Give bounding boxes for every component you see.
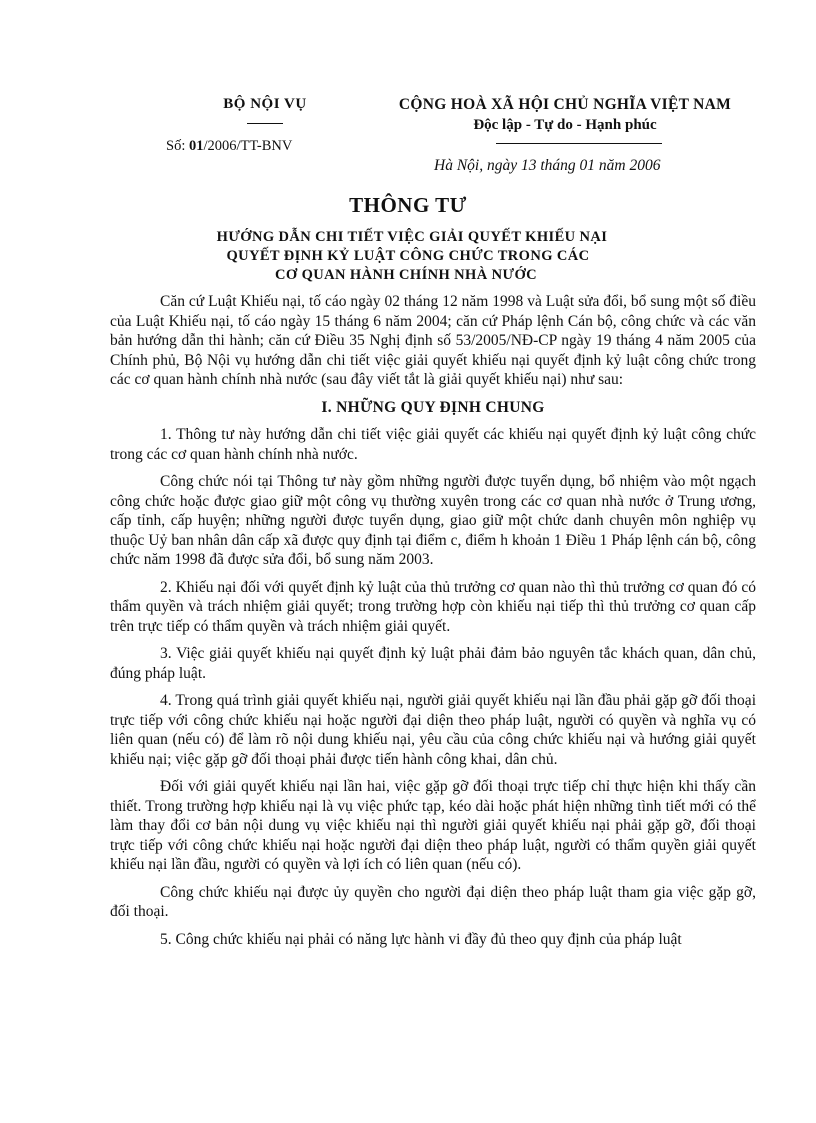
doc-number-bold: 01 (188, 138, 204, 154)
dateline: Hà Nội, ngày 13 tháng 01 năm 2006 (434, 157, 661, 174)
body-paragraph: Công chức khiếu nại được ủy quyền cho người đại diện theo pháp luật tham gia việc gặp gỡ, đối thoại. (110, 883, 756, 920)
national-heading-block (372, 96, 758, 144)
document-title: THÔNG TƯ (349, 193, 467, 217)
issuing-agency-block (150, 96, 350, 154)
country-name: CỘNG HOÀ XÃ HỘI CHỦ NGHĨA VIỆT NAM (398, 96, 732, 113)
document-subtitle-line-2: QUYẾT ĐỊNH KỶ LUẬT CÔNG CHỨC TRONG CÁC (226, 248, 590, 264)
document-subtitle-line-1: HƯỚNG DẪN CHI TIẾT VIỆC GIẢI QUYẾT KHIẾU NẠI (216, 229, 608, 245)
doc-number-suffix: /2006/TT-BNV (203, 138, 293, 154)
agency-underline (247, 123, 283, 124)
doc-number-prefix: Số: (166, 138, 189, 154)
issuing-agency: BỘ NỘI VỤ (223, 96, 307, 112)
section-heading: I. NHỮNG QUY ĐỊNH CHUNG (321, 398, 545, 416)
body-paragraph: Công chức nói tại Thông tư này gồm những người được tuyển dụng, bổ nhiệm vào một ngạch công chức hoặc được giao giữ một công vụ thường xuyên trong các cơ quan nhà nước ở Trung ương, cấp tỉnh, cấp huyện; những người được tuyển dụng, giao giữ một chức danh chuyên môn nghiệp vụ thuộc Uỷ ban nhân dân cấp xã được quy định tại điểm c, điểm h khoản 1 Điều 1 Pháp lệnh cán bộ, công chức năm 1998 đã được sửa đổi, bổ sung năm 2003. (110, 473, 756, 568)
body-paragraph: 5. Công chức khiếu nại phải có năng lực hành vi đầy đủ theo quy định của pháp luật (160, 930, 682, 948)
body-paragraph: 1. Thông tư này hướng dẫn chi tiết việc giải quyết các khiếu nại quyết định kỷ luật công chức trong các cơ quan hành chính nhà nước. (110, 426, 756, 463)
document-subtitle-line-3: CƠ QUAN HÀNH CHÍNH NHÀ NƯỚC (275, 267, 537, 283)
document-number (166, 138, 292, 155)
document-body (110, 292, 756, 957)
body-paragraph: 2. Khiếu nại đối với quyết định kỷ luật của thủ trưởng cơ quan nào thì thủ trưởng cơ quan đó có thẩm quyền và trách nhiệm giải quyết; trong trường hợp còn khiếu nại tiếp thì thủ trưởng cơ quan cấp trên trực tiếp có thẩm quyền và trách nhiệm giải quyết. (110, 578, 756, 635)
national-motto: Độc lập - Tự do - Hạnh phúc (473, 117, 657, 133)
preamble-paragraph: Căn cứ Luật Khiếu nại, tố cáo ngày 02 tháng 12 năm 1998 và Luật sửa đổi, bổ sung một số điều của Luật Khiếu nại, tố cáo ngày 15 tháng 6 năm 2004; căn cứ Pháp lệnh Cán bộ, công chức và các văn bản hướng dẫn thi hành; căn cứ Điều 35 Nghị định số 53/2005/NĐ-CP ngày 19 tháng 4 năm 2005 của Chính phủ, Bộ Nội vụ hướng dẫn chi tiết việc giải quyết khiếu nại quyết định kỷ luật công chức trong các cơ quan hành chính nhà nước (sau đây viết tắt là giải quyết khiếu nại) như sau: (110, 293, 756, 388)
body-paragraph: Đối với giải quyết khiếu nại lần hai, việc gặp gỡ đối thoại trực tiếp chỉ thực hiện khi thấy cần thiết. Trong trường hợp khiếu nại là vụ việc phức tạp, kéo dài hoặc phát hiện những tình tiết mới có thể làm thay đổi cơ bản nội dung vụ việc khiếu nại thì người giải quyết khiếu nại phải gặp gỡ, đối thoại trực tiếp với công chức khiếu nại hoặc người đại diện theo pháp luật, người có thẩm quyền giải quyết khiếu nại lần đầu, người có quyền và lợi ích có liên quan (nếu có). (110, 778, 756, 873)
body-paragraph: 3. Việc giải quyết khiếu nại quyết định kỷ luật phải đảm bảo nguyên tắc khách quan, dân chủ, đúng pháp luật. (110, 645, 756, 682)
body-paragraph: 4. Trong quá trình giải quyết khiếu nại, người giải quyết khiếu nại lần đầu phải gặp gỡ đối thoại trực tiếp với công chức khiếu nại hoặc người đại diện theo pháp luật, người có quyền và nghĩa vụ có liên quan (nếu có) để làm rõ nội dung khiếu nại, yêu cầu của công chức khiếu nại và hướng giải quyết khiếu nại; việc gặp gỡ đối thoại phải được tiến hành công khai, dân chủ. (110, 692, 756, 768)
motto-underline (496, 143, 662, 144)
